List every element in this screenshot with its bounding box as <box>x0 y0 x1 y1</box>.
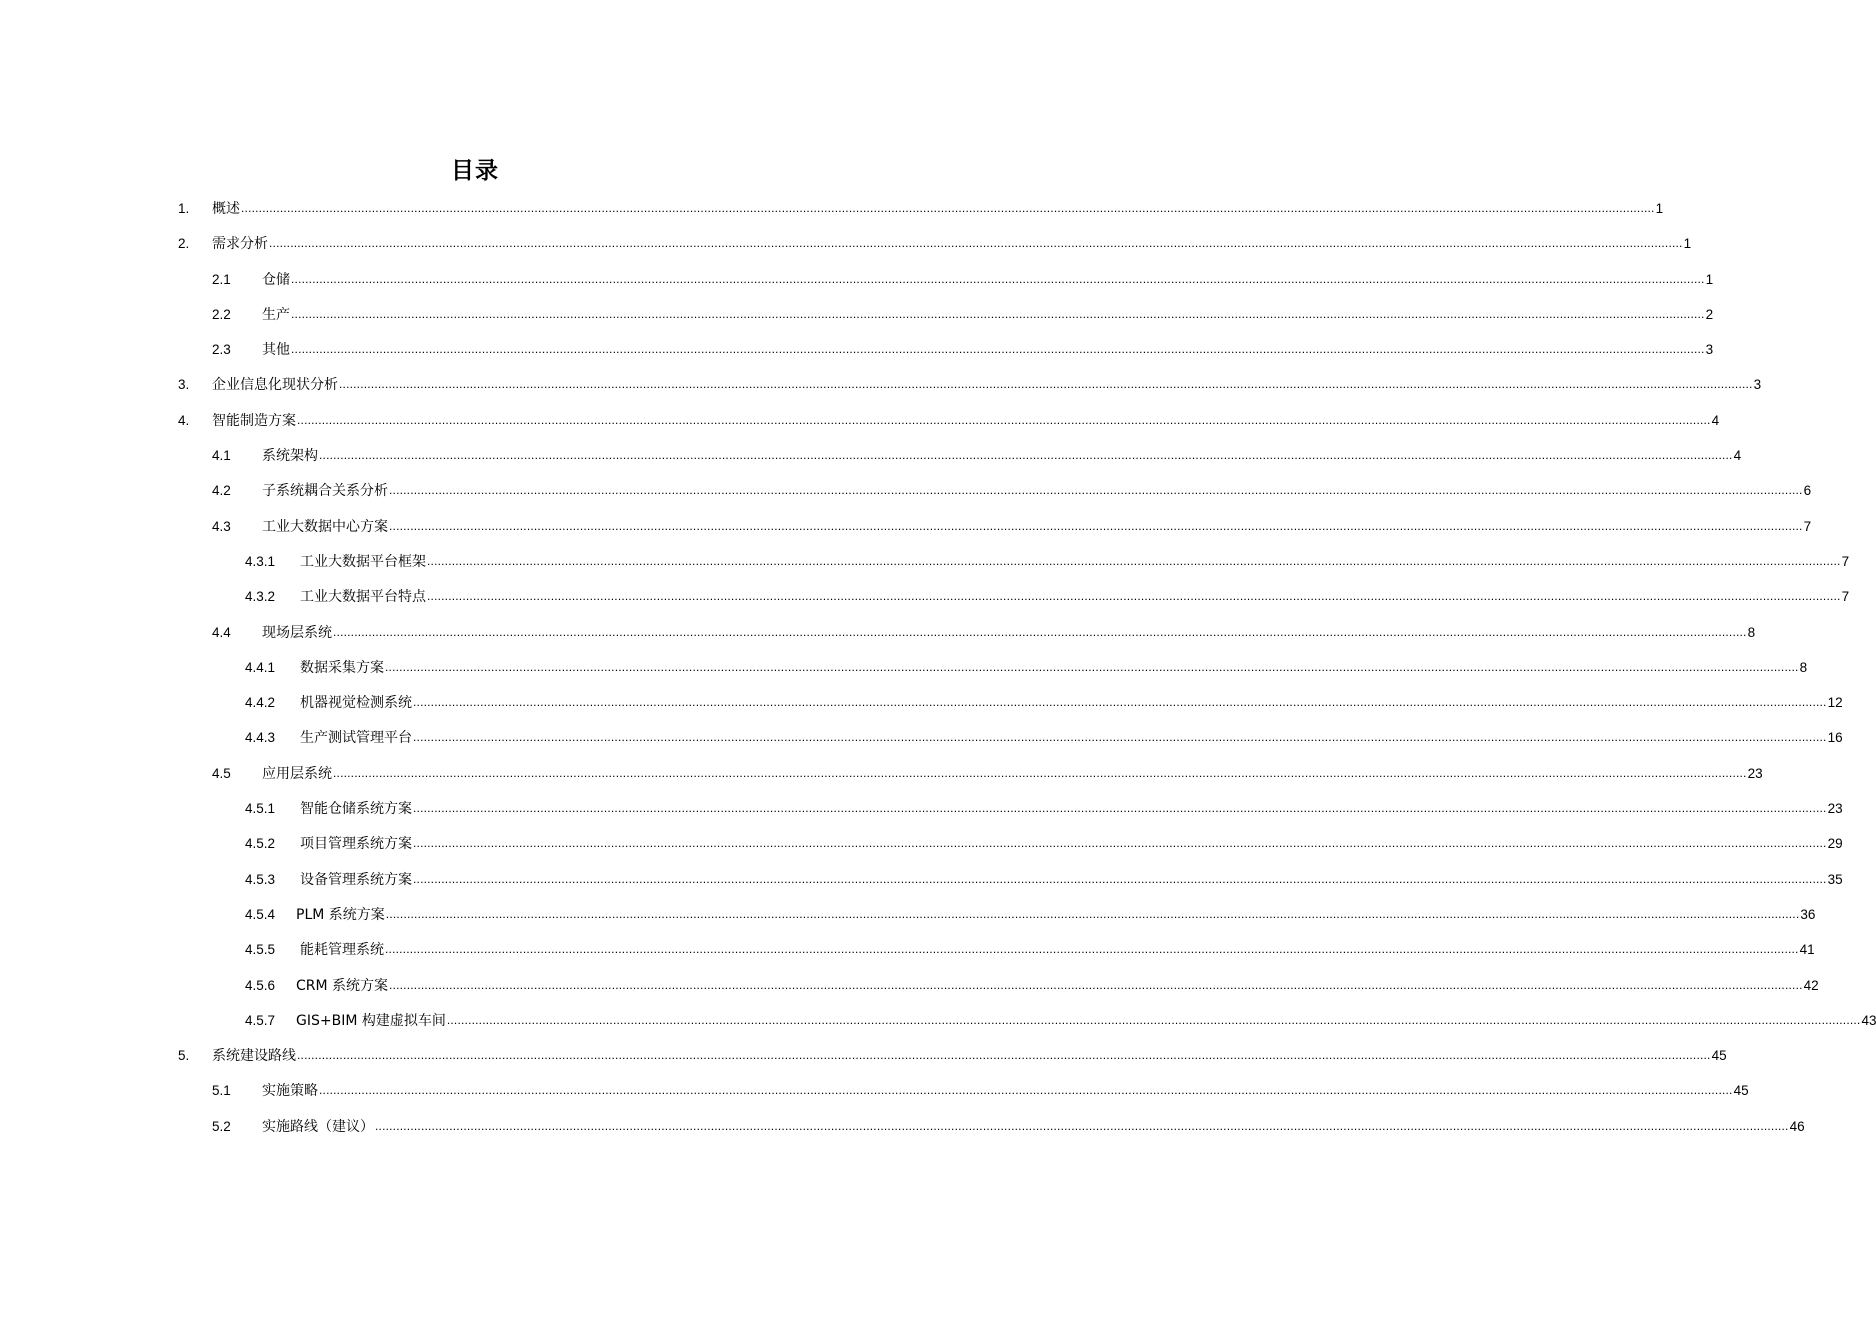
toc-entry-number: 2.3 <box>212 342 231 358</box>
dot-leader: ................................................................................................................................................................................................................................................................................................................................................................................................................ <box>389 977 1803 992</box>
toc-entry-label: CRM 系统方案 <box>296 977 389 994</box>
dot-leader: ................................................................................................................................................................................................................................................................................................................................................................................................................ <box>413 836 1827 851</box>
toc-entry[interactable] <box>0 968 1819 1003</box>
toc-entry-number: 1. <box>178 201 190 216</box>
toc-entry-line <box>262 438 1742 474</box>
toc-entry-number: 4.3.2 <box>245 589 276 605</box>
toc-entry-label: 实施策略 <box>262 1083 318 1100</box>
toc-entry-line <box>212 226 1692 262</box>
toc-title: 目录 <box>451 158 499 184</box>
dot-leader: ................................................................................................................................................................................................................................................................................................................................................................................................................ <box>385 942 1799 957</box>
toc-entry-line <box>300 650 1808 686</box>
dot-leader: ................................................................................................................................................................................................................................................................................................................................................................................................................ <box>319 448 1733 463</box>
toc-entry-label: 工业大数据平台框架 <box>300 553 426 570</box>
dot-leader: ................................................................................................................................................................................................................................................................................................................................................................................................................ <box>446 1012 1861 1027</box>
toc-entry-line <box>262 615 1756 651</box>
toc-entry-label: 子系统耦合关系分析 <box>262 483 388 500</box>
toc-entry-page-number: 1 <box>1705 271 1714 287</box>
toc-entry-page-number: 35 <box>1827 871 1843 887</box>
toc-entry-label: 智能仓储系统方案 <box>300 801 412 818</box>
toc-entry-label: 工业大数据中心方案 <box>262 518 388 535</box>
toc-entry-line <box>212 1038 1727 1074</box>
toc-entry[interactable] <box>0 403 1720 438</box>
toc-entry-number: 4.4 <box>212 624 231 640</box>
toc-entry-page-number: 12 <box>1827 695 1843 711</box>
toc-entry-number: 4.4.3 <box>245 730 276 746</box>
toc-entry-label: 概述 <box>212 201 240 217</box>
toc-entry[interactable] <box>0 756 1763 791</box>
toc-entry-number: 4.4.2 <box>245 695 276 711</box>
toc-entry-page-number: 42 <box>1803 977 1819 993</box>
dot-leader: ................................................................................................................................................................................................................................................................................................................................................................................................................ <box>333 624 1747 639</box>
dot-leader: ................................................................................................................................................................................................................................................................................................................................................................................................................ <box>427 589 1841 604</box>
toc-entry-page-number: 3 <box>1753 377 1762 393</box>
toc-entry-number: 4.3.1 <box>245 553 276 569</box>
toc-entry-page-number: 29 <box>1827 836 1843 852</box>
toc-entry-page-number: 4 <box>1711 412 1720 428</box>
toc-entry-line <box>300 826 1843 862</box>
toc-entry-label: 工业大数据平台特点 <box>300 589 426 606</box>
dot-leader: ................................................................................................................................................................................................................................................................................................................................................................................................................ <box>427 553 1841 568</box>
toc-entry-label: 能耗管理系统 <box>300 942 384 959</box>
toc-entry[interactable] <box>0 191 1664 226</box>
toc-entry-number: 4.5.5 <box>245 942 276 958</box>
toc-entry-line <box>262 1073 1749 1109</box>
toc-entry-line <box>262 262 1714 298</box>
toc-entry[interactable] <box>0 897 1816 932</box>
toc-entry-label: 企业信息化现状分析 <box>212 377 338 394</box>
toc-entry-label: 生产 <box>262 306 290 323</box>
toc-entry-page-number: 45 <box>1733 1083 1749 1099</box>
toc-entry-page-number: 23 <box>1747 765 1763 781</box>
toc-entry-line <box>212 191 1664 227</box>
toc-entry-number: 2.1 <box>212 271 231 287</box>
dot-leader: ................................................................................................................................................................................................................................................................................................................................................................................................................ <box>291 271 1705 286</box>
toc-entry-line <box>262 332 1714 368</box>
toc-entry-page-number: 7 <box>1841 553 1850 569</box>
toc-entry-page-number: 1 <box>1655 201 1664 216</box>
toc-entry-number: 2.2 <box>212 306 231 322</box>
toc-entry-line <box>262 1109 1805 1145</box>
toc-entry[interactable] <box>0 226 1692 261</box>
toc-entry-page-number: 1 <box>1683 236 1692 252</box>
toc-entry-number: 4.5.2 <box>245 836 276 852</box>
toc-entry[interactable] <box>0 862 1843 897</box>
toc-entry-label: 生产测试管理平台 <box>300 730 412 747</box>
toc-entry[interactable] <box>0 615 1756 650</box>
toc-entry[interactable] <box>0 1003 1876 1038</box>
dot-leader: ................................................................................................................................................................................................................................................................................................................................................................................................................ <box>413 871 1827 886</box>
toc-entry-number: 4.5 <box>212 765 231 781</box>
toc-entry[interactable] <box>0 297 1714 332</box>
toc-entry-line <box>212 403 1720 439</box>
toc-entry-number: 4.5.4 <box>245 906 276 922</box>
dot-leader: ................................................................................................................................................................................................................................................................................................................................................................................................................ <box>291 306 1705 321</box>
dot-leader: ................................................................................................................................................................................................................................................................................................................................................................................................................ <box>385 659 1799 674</box>
toc-entry-page-number: 36 <box>1800 906 1816 922</box>
toc-entry[interactable] <box>0 685 1843 720</box>
toc-entry-number: 4. <box>178 412 190 428</box>
toc-list <box>0 191 1876 1144</box>
toc-entry-number: 4.5.3 <box>245 871 276 887</box>
toc-entry-label: 数据采集方案 <box>300 659 384 676</box>
toc-entry-page-number: 8 <box>1747 624 1756 640</box>
toc-entry[interactable] <box>0 544 1850 579</box>
toc-entry-label: 智能制造方案 <box>212 412 296 429</box>
toc-entry[interactable] <box>0 332 1714 367</box>
dot-leader: ................................................................................................................................................................................................................................................................................................................................................................................................................ <box>413 695 1827 710</box>
toc-entry-number: 4.5.7 <box>245 1012 276 1028</box>
dot-leader: ................................................................................................................................................................................................................................................................................................................................................................................................................ <box>319 1083 1733 1098</box>
toc-entry-label: 实施路线（建议） <box>262 1118 374 1135</box>
toc-entry-label: 其他 <box>262 342 290 359</box>
dot-leader: ................................................................................................................................................................................................................................................................................................................................................................................................................ <box>333 765 1747 780</box>
toc-entry-line <box>300 579 1850 615</box>
toc-entry-page-number: 41 <box>1799 942 1815 958</box>
toc-entry-page-number: 23 <box>1827 801 1843 817</box>
toc-entry-label: 设备管理系统方案 <box>300 871 412 888</box>
toc-entry-number: 4.5.1 <box>245 801 276 817</box>
toc-entry[interactable] <box>0 367 1762 402</box>
toc-entry-number: 5.1 <box>212 1083 231 1099</box>
dot-leader: ................................................................................................................................................................................................................................................................................................................................................................................................................ <box>339 377 1753 392</box>
toc-entry-page-number: 3 <box>1705 342 1714 358</box>
toc-entry-label: PLM 系统方案 <box>296 906 385 923</box>
toc-entry-number: 4.4.1 <box>245 659 276 675</box>
dot-leader: ................................................................................................................................................................................................................................................................................................................................................................................................................ <box>297 1048 1711 1063</box>
toc-entry[interactable] <box>0 720 1843 755</box>
toc-entry-page-number: 46 <box>1789 1118 1805 1134</box>
toc-entry-label: 项目管理系统方案 <box>300 836 412 853</box>
toc-entry-line <box>300 544 1850 580</box>
toc-entry[interactable] <box>0 473 1812 508</box>
dot-leader: ................................................................................................................................................................................................................................................................................................................................................................................................................ <box>269 236 1683 251</box>
toc-entry[interactable] <box>0 509 1812 544</box>
toc-entry-line <box>296 968 1819 1004</box>
toc-entry-line <box>262 756 1763 792</box>
dot-leader: ................................................................................................................................................................................................................................................................................................................................................................................................................ <box>375 1118 1789 1133</box>
toc-entry-number: 5. <box>178 1048 190 1064</box>
toc-entry-page-number: 43 <box>1861 1012 1876 1028</box>
toc-entry-page-number: 4 <box>1733 448 1742 464</box>
toc-entry-line <box>300 862 1843 898</box>
toc-entry-page-number: 6 <box>1803 483 1812 499</box>
toc-entry-line <box>262 473 1812 509</box>
dot-leader: ................................................................................................................................................................................................................................................................................................................................................................................................................ <box>291 342 1705 357</box>
dot-leader: ................................................................................................................................................................................................................................................................................................................................................................................................................ <box>241 201 1655 215</box>
toc-entry-line <box>262 509 1812 545</box>
toc-entry-line <box>300 932 1815 968</box>
toc-entry-label: 需求分析 <box>212 236 268 253</box>
toc-entry-line <box>212 367 1762 403</box>
toc-entry-number: 4.5.6 <box>245 977 276 993</box>
toc-entry-page-number: 8 <box>1799 659 1808 675</box>
toc-entry-line <box>296 1003 1876 1039</box>
toc-entry-label: 系统建设路线 <box>212 1048 296 1065</box>
toc-entry-line <box>300 791 1843 827</box>
toc-entry-label: 应用层系统 <box>262 765 332 782</box>
dot-leader: ................................................................................................................................................................................................................................................................................................................................................................................................................ <box>297 412 1711 427</box>
toc-entry-number: 4.3 <box>212 518 231 534</box>
dot-leader: ................................................................................................................................................................................................................................................................................................................................................................................................................ <box>413 801 1827 816</box>
toc-entry[interactable] <box>0 932 1815 967</box>
toc-entry-line <box>262 297 1714 333</box>
toc-entry-number: 5.2 <box>212 1118 231 1134</box>
dot-leader: ................................................................................................................................................................................................................................................................................................................................................................................................................ <box>385 906 1800 921</box>
toc-entry[interactable] <box>0 1038 1727 1073</box>
toc-entry[interactable] <box>0 650 1808 685</box>
dot-leader: ................................................................................................................................................................................................................................................................................................................................................................................................................ <box>413 730 1827 745</box>
toc-entry[interactable] <box>0 438 1742 473</box>
toc-entry-line <box>300 720 1843 756</box>
toc-entry[interactable] <box>0 826 1843 861</box>
toc-entry-number: 4.1 <box>212 448 231 464</box>
dot-leader: ................................................................................................................................................................................................................................................................................................................................................................................................................ <box>389 483 1803 498</box>
toc-entry-page-number: 2 <box>1705 306 1714 322</box>
toc-entry[interactable] <box>0 791 1843 826</box>
toc-entry-label: 仓储 <box>262 271 290 288</box>
toc-entry-label: 现场层系统 <box>262 624 332 641</box>
toc-entry-line <box>296 897 1816 933</box>
toc-entry-label: 机器视觉检测系统 <box>300 695 412 712</box>
toc-entry-label: 系统架构 <box>262 448 318 465</box>
toc-entry-page-number: 7 <box>1803 518 1812 534</box>
toc-entry-line <box>300 685 1843 721</box>
toc-entry-label: GIS+BIM 构建虚拟车间 <box>296 1012 446 1029</box>
toc-entry-page-number: 45 <box>1711 1048 1727 1064</box>
toc-entry-number: 4.2 <box>212 483 231 499</box>
toc-entry-number: 2. <box>178 236 190 252</box>
toc-entry-page-number: 7 <box>1841 589 1850 605</box>
toc-entry[interactable] <box>0 579 1850 614</box>
dot-leader: ................................................................................................................................................................................................................................................................................................................................................................................................................ <box>389 518 1803 533</box>
toc-entry[interactable] <box>0 1073 1749 1108</box>
toc-entry[interactable] <box>0 262 1714 297</box>
toc-entry-number: 3. <box>178 377 190 393</box>
toc-entry[interactable] <box>0 1109 1805 1144</box>
toc-entry-page-number: 16 <box>1827 730 1843 746</box>
